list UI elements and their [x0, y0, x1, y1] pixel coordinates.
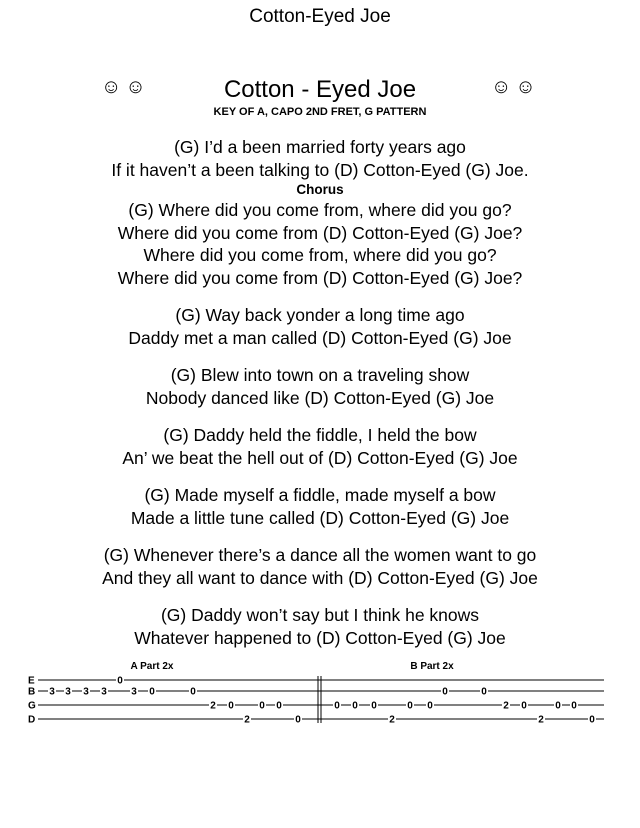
- lyric-line: Made a little tune called (D) Cotton-Eyed (G) Joe: [130, 507, 510, 528]
- tab-note: 0: [427, 700, 433, 712]
- part-a-label: A Part 2x: [130, 661, 174, 672]
- verse-7: [0, 604, 640, 649]
- tablature-staff: [0, 658, 620, 730]
- tab-note: 3: [49, 686, 55, 698]
- lyric-line: If it haven’t a been talking to (D) Cotton-Eyed (G) Joe.: [111, 159, 529, 180]
- tab-note: 2: [210, 700, 216, 712]
- string-name: B: [28, 686, 36, 698]
- lyric-line: An’ we beat the hell out of (D) Cotton-Eyed (G) Joe: [122, 447, 518, 468]
- tab-note: 0: [334, 700, 340, 712]
- lyric-line: (G) Where did you come from, where did you go?: [128, 200, 512, 220]
- lyric-line: (G) Way back yonder a long time ago: [175, 305, 465, 325]
- song-subtitle: KEY OF A, CAPO 2ND FRET, G PATTERN: [213, 106, 427, 118]
- tab-note: 0: [371, 700, 377, 712]
- string-name: E: [28, 675, 35, 687]
- tab-note: 0: [481, 686, 487, 698]
- tab-note: 2: [538, 714, 544, 726]
- chorus-label: Chorus: [296, 182, 344, 197]
- tab-note: 3: [101, 686, 107, 698]
- tab-note: 0: [117, 675, 123, 687]
- tab-note: 2: [244, 714, 250, 726]
- tab-note: 3: [83, 686, 89, 698]
- tab-note: 0: [352, 700, 358, 712]
- lyric-line: Daddy met a man called (D) Cotton-Eyed (G) Joe: [128, 327, 512, 348]
- tab-note: 2: [389, 714, 395, 726]
- smiley-icons-left: ☺☺: [101, 76, 150, 98]
- lyric-line: (G) I’d a been married forty years ago: [174, 137, 466, 157]
- lyric-line: Whatever happened to (D) Cotton-Eyed (G) Joe: [134, 627, 506, 648]
- lyric-line: (G) Made myself a fiddle, made myself a bow: [144, 485, 496, 505]
- string-name: G: [28, 700, 36, 712]
- tab-note: 0: [228, 700, 234, 712]
- chorus: [0, 199, 640, 289]
- verse-5: [0, 484, 640, 529]
- tab-note: 0: [295, 714, 301, 726]
- tab-note: 0: [589, 714, 595, 726]
- verse-1: [0, 136, 640, 181]
- song-title: Cotton - Eyed Joe: [223, 76, 417, 103]
- lyric-line: (G) Daddy won’t say but I think he knows: [160, 605, 480, 625]
- tab-note: 0: [442, 686, 448, 698]
- lyric-line: (G) Whenever there’s a dance all the women want to go: [103, 545, 537, 565]
- tab-note: 0: [555, 700, 561, 712]
- tab-note: 0: [521, 700, 527, 712]
- tab-note: 0: [571, 700, 577, 712]
- tab-note: 0: [149, 686, 155, 698]
- lyrics-block: [0, 136, 640, 649]
- tab-note: 2: [503, 700, 509, 712]
- lyric-line: (G) Daddy held the fiddle, I held the bow: [163, 425, 477, 445]
- tab-note: 0: [259, 700, 265, 712]
- lyric-line: Nobody danced like (D) Cotton-Eyed (G) Joe: [145, 387, 495, 408]
- verse-6: [0, 544, 640, 589]
- tab-note: 0: [190, 686, 196, 698]
- tablature: [0, 658, 620, 735]
- page-title: Cotton-Eyed Joe: [249, 6, 391, 27]
- part-b-label: B Part 2x: [410, 661, 454, 672]
- verse-4: [0, 424, 640, 469]
- tab-note: 3: [65, 686, 71, 698]
- verse-2: [0, 304, 640, 349]
- tab-note: 0: [276, 700, 282, 712]
- smiley-icons-right: ☺☺: [491, 76, 540, 98]
- tab-note: 3: [131, 686, 137, 698]
- string-name: D: [28, 714, 36, 726]
- lyric-line: And they all want to dance with (D) Cotton-Eyed (G) Joe: [102, 567, 538, 588]
- lyric-line: Where did you come from, where did you go?: [143, 245, 497, 265]
- lyric-line: (G) Blew into town on a traveling show: [170, 365, 470, 385]
- verse-3: [0, 364, 640, 409]
- tab-note: 0: [407, 700, 413, 712]
- lyric-line: Where did you come from (D) Cotton-Eyed (G) Joe?: [117, 267, 523, 288]
- lyric-line: Where did you come from (D) Cotton-Eyed (G) Joe?: [117, 222, 523, 243]
